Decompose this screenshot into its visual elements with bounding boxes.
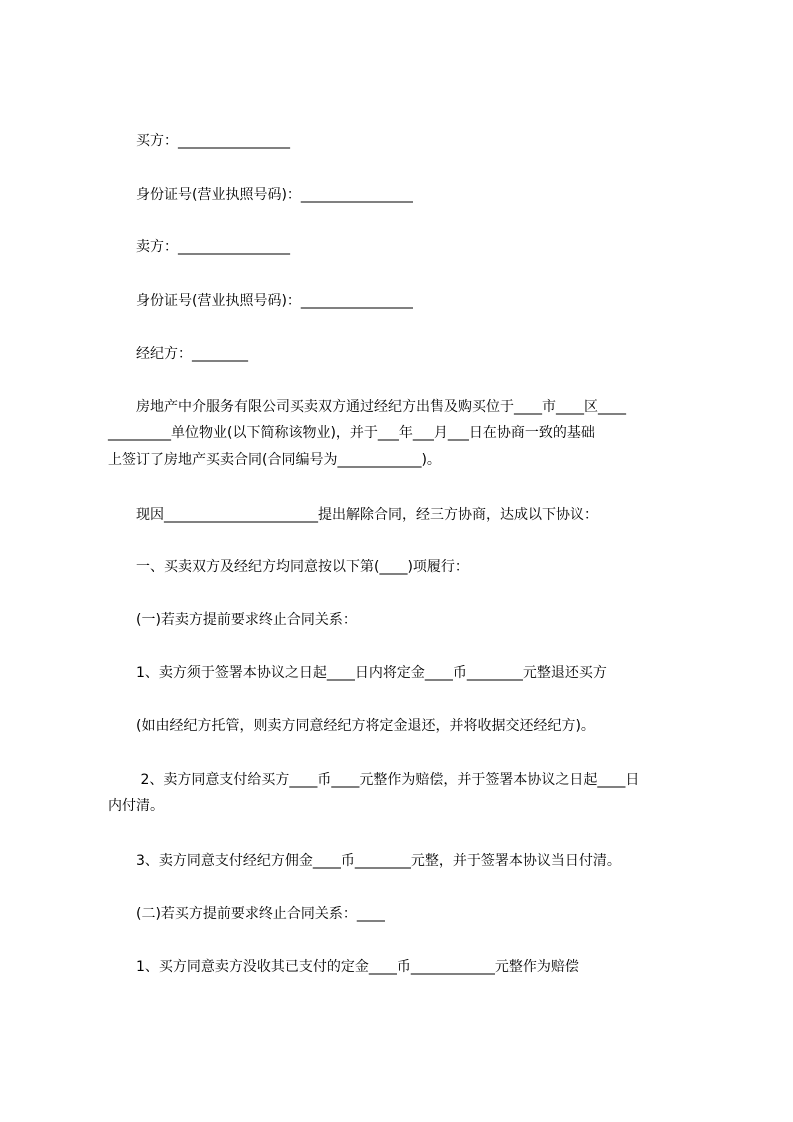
buyer-line: 买方：________________ xyxy=(136,133,290,149)
agent-line: 经纪方：________ xyxy=(136,346,248,362)
option-2-item-1: 1、买方同意卖方没收其已支付的定金____币____________元整作为赔偿 xyxy=(136,959,579,975)
option-2-heading: (二)若买方提前要求终止合同关系：____ xyxy=(136,906,385,922)
intro-line-1: 房地产中介服务有限公司买卖双方通过经纪方出售及购买位于____市____区____ xyxy=(108,399,626,415)
intro-line-3: 上签订了房地产买卖合同(合同编号为____________)。 xyxy=(108,452,441,468)
seller-id-line: 身份证号(营业执照号码)：________________ xyxy=(136,293,413,309)
option-1-item-1: 1、卖方须于签署本协议之日起____日内将定金____币________元整退还买方 xyxy=(136,665,607,681)
intro-line-2: _________单位物业(以下简称该物业)，并于___年___月___日在协商一致的基础 xyxy=(108,425,595,441)
clause-1-heading: 一、买卖双方及经纪方均同意按以下第(____)项履行： xyxy=(136,559,469,575)
option-1-item-1-note: (如由经纪方托管，则卖方同意经纪方将定金退还，并将收据交还经纪方)。 xyxy=(136,718,595,734)
reason-line: 现因______________________提出解除合同，经三方协商，达成以下协议： xyxy=(136,507,598,523)
option-1-item-3: 3、卖方同意支付经纪方佣金____币________元整，并于签署本协议当日付清。 xyxy=(136,853,621,869)
buyer-id-line: 身份证号(营业执照号码)：________________ xyxy=(136,187,413,203)
option-1-item-2-line-1: 2、卖方同意支付给买方____币____元整作为赔偿，并于签署本协议之日起____日 xyxy=(108,772,640,788)
seller-line: 卖方：________________ xyxy=(136,239,290,255)
option-1-item-2-line-2: 内付清。 xyxy=(108,798,164,814)
option-1-heading: (一)若卖方提前要求终止合同关系： xyxy=(136,612,357,628)
